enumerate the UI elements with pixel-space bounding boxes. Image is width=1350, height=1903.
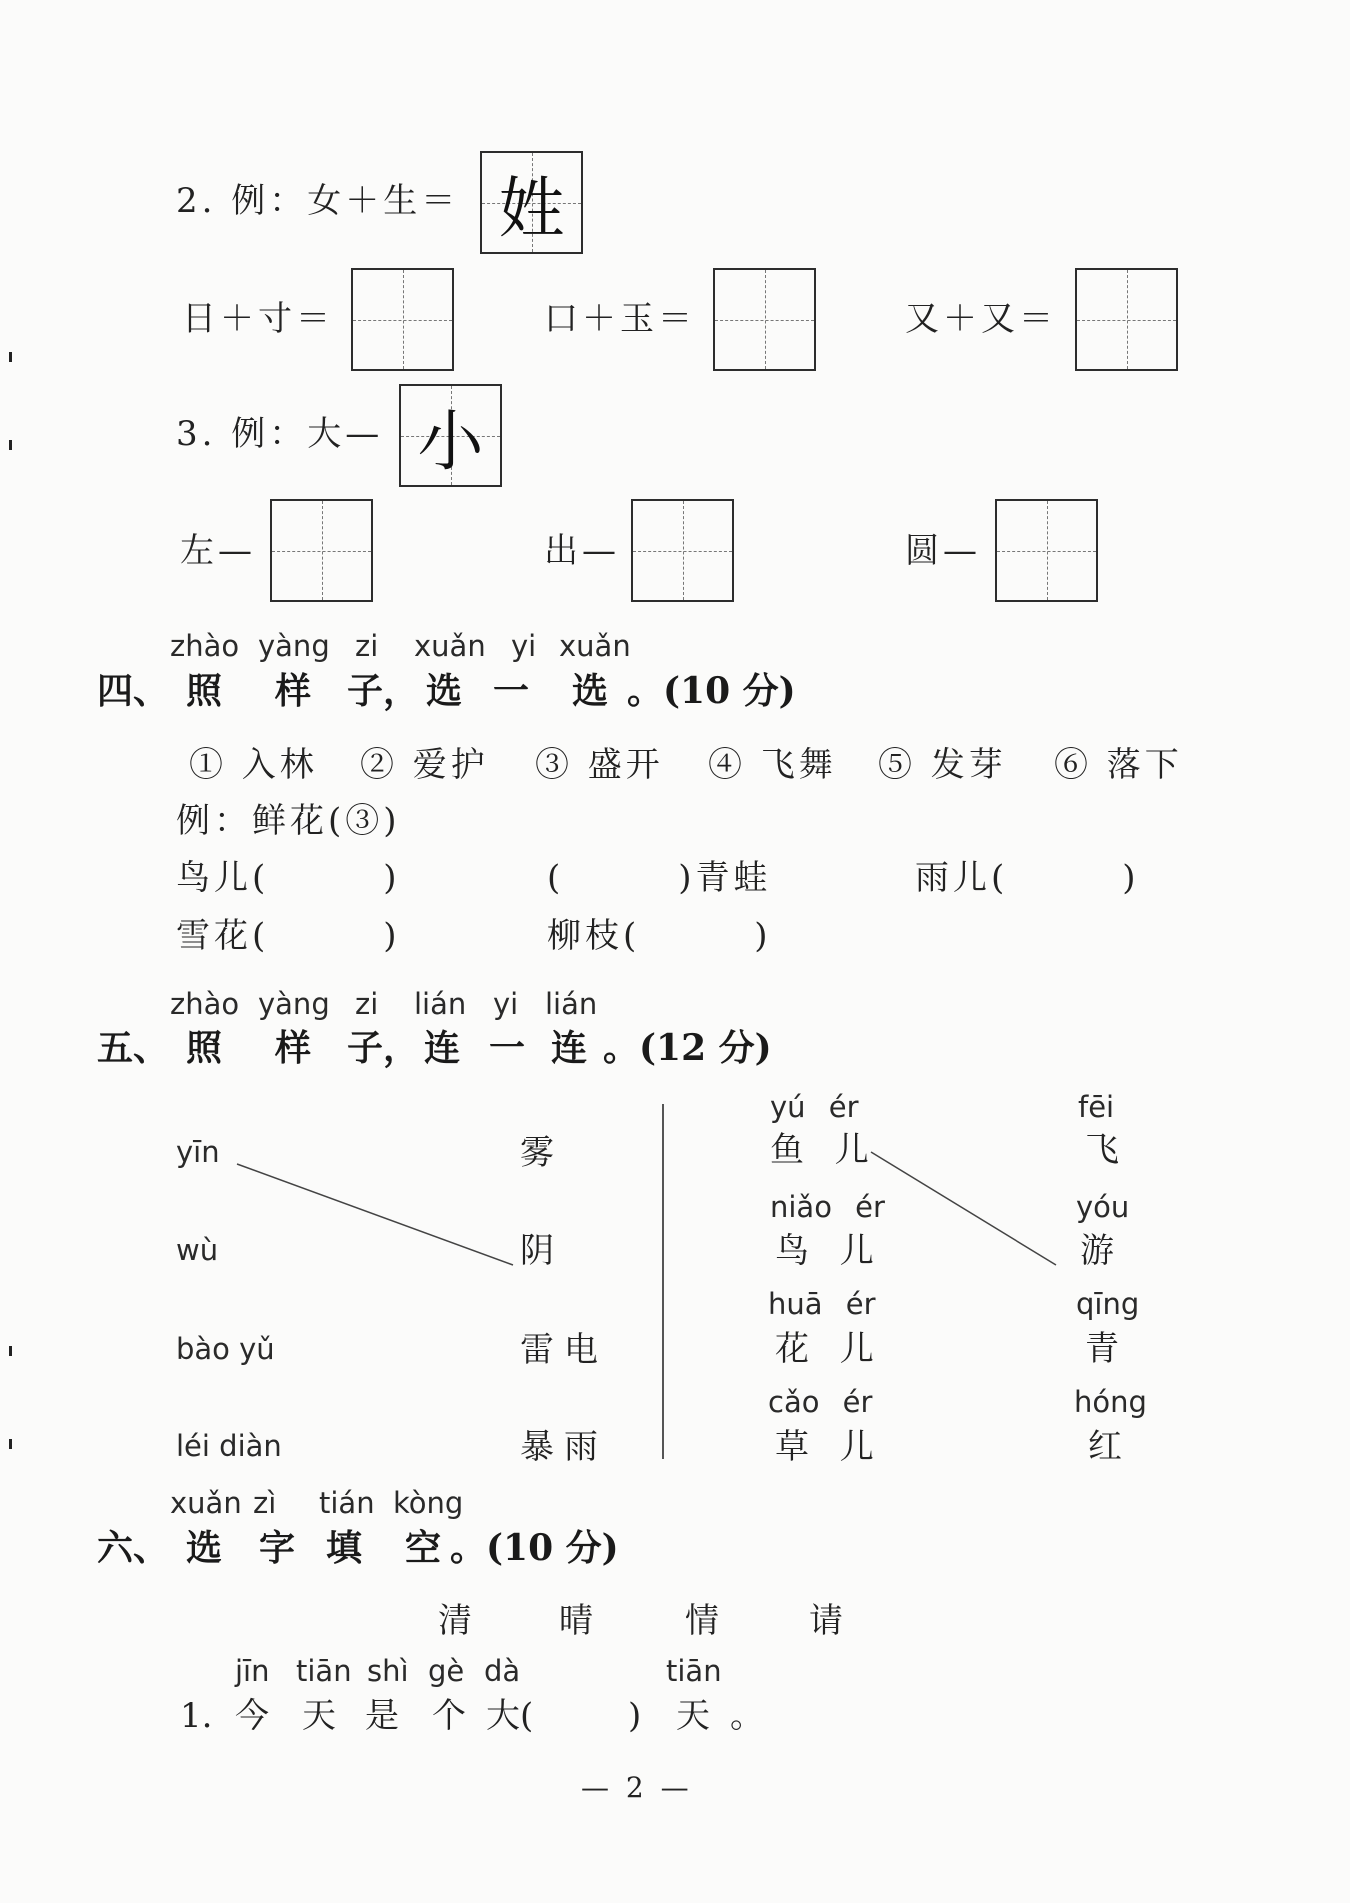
match-left-pinyin: bào yǔ xyxy=(176,1332,275,1366)
heading-pinyin: xuǎn xyxy=(559,629,631,663)
heading-pinyin: tián xyxy=(319,1486,375,1520)
match-left-chars: 暴雨 xyxy=(520,1427,608,1467)
heading-pinyin: zhào xyxy=(170,987,240,1021)
match-right-pinyin: yú ér xyxy=(770,1090,859,1124)
section-heading: 选 xyxy=(572,670,609,712)
sentence-pinyin: gè xyxy=(428,1654,465,1688)
match-right-pinyin: huā ér xyxy=(768,1287,876,1321)
heading-pinyin: yàng xyxy=(258,987,330,1021)
section-heading: 照 xyxy=(186,1027,223,1069)
heading-pinyin: zi xyxy=(355,629,379,663)
match-left-pinyin: yīn xyxy=(176,1135,220,1169)
section-heading: 选 xyxy=(186,1527,223,1569)
fill-item: 雪花( ) xyxy=(176,916,401,956)
match-target-pinyin: hóng xyxy=(1074,1385,1147,1419)
heading-pinyin: lián xyxy=(545,987,598,1021)
choice-option: ⑥ 落下 xyxy=(1054,745,1183,785)
sentence-token: 个 xyxy=(432,1696,466,1736)
section-heading: 。(10 分) xyxy=(627,670,796,712)
sentence-token: 。 xyxy=(730,1696,764,1736)
section-heading: 一 xyxy=(489,1027,526,1069)
char-option: 情 xyxy=(685,1601,719,1641)
fill-item: 雨儿( ) xyxy=(915,858,1140,898)
example-answer-box xyxy=(399,384,502,487)
sentence-token: 是 xyxy=(365,1696,399,1736)
sentence-pinyin: dà xyxy=(484,1654,521,1688)
sentence-token: 1. xyxy=(180,1696,213,1736)
match-left-chars: 雾 xyxy=(520,1133,554,1173)
heading-pinyin: xuǎn xyxy=(170,1486,242,1520)
section-heading: 。(12 分) xyxy=(603,1027,772,1069)
choice-option: ② 爱护 xyxy=(360,745,489,785)
choice-option: ⑤ 发芽 xyxy=(878,745,1007,785)
section-heading: 子， xyxy=(347,670,420,712)
section-heading: 。(10 分) xyxy=(450,1527,619,1569)
match-left-chars: 雷电 xyxy=(520,1330,608,1370)
sentence-token: 天 xyxy=(302,1696,336,1736)
char-option: 请 xyxy=(809,1601,843,1641)
fill-item: ( )青蛙 xyxy=(547,858,772,898)
sentence-token: 大( xyxy=(486,1696,534,1736)
sentence-token: 天 xyxy=(676,1696,710,1736)
sentence-token: ) xyxy=(628,1696,642,1736)
match-right-word: 花 儿 xyxy=(775,1329,884,1369)
q2-example: 2. 例：女＋生＝ xyxy=(176,181,460,221)
match-left-pinyin: léi diàn xyxy=(176,1429,282,1463)
heading-pinyin: zì xyxy=(253,1486,277,1520)
match-target-char: 红 xyxy=(1088,1427,1122,1467)
example-match-line xyxy=(237,1164,513,1265)
section-heading: 样 xyxy=(275,1027,312,1069)
sentence-token: 今 xyxy=(235,1696,269,1736)
heading-pinyin: kòng xyxy=(393,1486,464,1520)
section4-example: 例：鲜花(③) xyxy=(176,801,401,841)
match-target-pinyin: fēi xyxy=(1078,1090,1115,1124)
sentence-pinyin: jīn xyxy=(235,1654,270,1688)
example-answer-box xyxy=(480,151,583,254)
example-match-line xyxy=(871,1152,1056,1265)
fill-item: 柳枝( ) xyxy=(547,916,772,956)
q3-item: 出— xyxy=(544,531,620,571)
match-target-char: 游 xyxy=(1080,1231,1114,1271)
match-target-pinyin: qīng xyxy=(1076,1287,1140,1321)
sentence-pinyin: tiān xyxy=(296,1654,352,1688)
heading-pinyin: zi xyxy=(355,987,379,1021)
fill-item: 鸟儿( ) xyxy=(176,858,401,898)
match-left-chars: 阴 xyxy=(520,1231,554,1271)
match-target-pinyin: yóu xyxy=(1076,1190,1130,1224)
match-right-pinyin: cǎo ér xyxy=(768,1385,873,1419)
char-option: 晴 xyxy=(559,1601,593,1641)
choice-option: ① 入林 xyxy=(189,745,318,785)
heading-pinyin: yàng xyxy=(258,629,330,663)
heading-pinyin: zhào xyxy=(170,629,240,663)
heading-pinyin: lián xyxy=(414,987,467,1021)
section-heading: 一 xyxy=(493,670,530,712)
page-number: — 2 — xyxy=(581,1771,693,1804)
choice-option: ③ 盛开 xyxy=(535,745,664,785)
q3-item: 圆— xyxy=(905,531,981,571)
example-answer-char: 姓 xyxy=(498,170,565,247)
section-heading: 连 xyxy=(424,1027,461,1069)
heading-pinyin: xuǎn xyxy=(414,629,486,663)
section-heading: 样 xyxy=(275,670,312,712)
choice-option: ④ 飞舞 xyxy=(708,745,837,785)
section-heading: 填 xyxy=(326,1527,363,1569)
match-left-pinyin: wù xyxy=(176,1233,219,1267)
match-target-char: 青 xyxy=(1085,1329,1119,1369)
section-heading: 连 xyxy=(551,1027,588,1069)
heading-pinyin: yi xyxy=(493,987,519,1021)
section-heading: 六、 xyxy=(97,1527,170,1569)
heading-pinyin: yi xyxy=(511,629,537,663)
match-right-word: 草 儿 xyxy=(775,1427,884,1467)
sentence-pinyin: shì xyxy=(367,1654,409,1688)
char-option: 清 xyxy=(438,1601,472,1641)
section-heading: 选 xyxy=(426,670,463,712)
match-right-pinyin: niǎo ér xyxy=(770,1190,885,1224)
q3-item: 左— xyxy=(180,531,256,571)
section-heading: 照 xyxy=(186,670,223,712)
example-answer-char: 小 xyxy=(417,403,484,480)
section-heading: 字 xyxy=(259,1527,296,1569)
match-target-char: 飞 xyxy=(1085,1130,1119,1170)
q2-item: 日＋寸＝ xyxy=(182,299,334,339)
q2-item: 口＋玉＝ xyxy=(544,299,696,339)
sentence-pinyin: tiān xyxy=(666,1654,722,1688)
section-heading: 空 xyxy=(405,1527,442,1569)
q3-example: 3. 例：大— xyxy=(176,414,384,454)
match-right-word: 鸟 儿 xyxy=(775,1231,884,1271)
section-heading: 四、 xyxy=(97,670,170,712)
match-right-word: 鱼 儿 xyxy=(770,1130,879,1170)
section-heading: 子， xyxy=(347,1027,420,1069)
section-heading: 五、 xyxy=(97,1027,170,1069)
q2-item: 又＋又＝ xyxy=(905,299,1057,339)
